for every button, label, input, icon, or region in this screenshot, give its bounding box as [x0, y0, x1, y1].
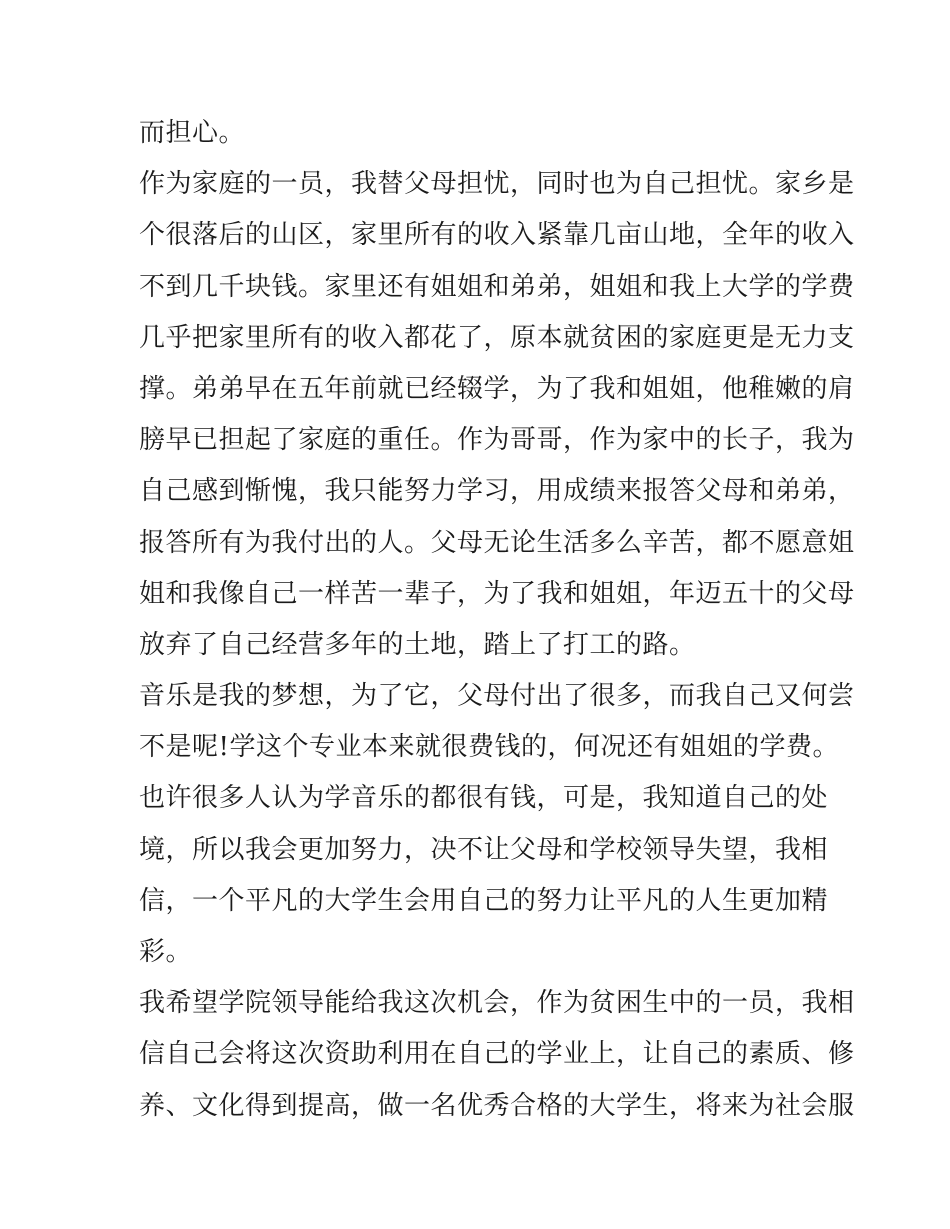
text-line: 撑。弟弟早在五年前就已经辍学，为了我和姐姐，他稚嫩的肩 [139, 373, 855, 404]
text-line: 作为家庭的一员，我替父母担忧，同时也为自己担忧。家乡是 [139, 169, 855, 200]
text-line: 膀早已担起了家庭的重任。作为哥哥，作为家中的长子，我为 [139, 425, 855, 456]
text-line: 而担心。 [139, 118, 246, 148]
text-line: 不到几千块钱。家里还有姐姐和弟弟，姐姐和我上大学的学费 [139, 271, 855, 302]
text-line: 音乐是我的梦想，为了它，父母付出了很多，而我自己又何尝 [139, 681, 855, 712]
text-line: 我希望学院领导能给我这次机会，作为贫困生中的一员，我相 [139, 988, 855, 1019]
text-line: 信自己会将这次资助利用在自己的学业上，让自己的素质、修 [139, 1039, 855, 1070]
text-line: 个很落后的山区，家里所有的收入紧靠几亩山地，全年的收入 [139, 220, 855, 251]
text-line: 姐和我像自己一样苦一辈子，为了我和姐姐，年迈五十的父母 [139, 578, 855, 609]
text-line: 也许很多人认为学音乐的都很有钱，可是，我知道自己的处 [139, 783, 829, 814]
text-line: 报答所有为我付出的人。父母无论生活多么辛苦，都不愿意姐 [139, 527, 855, 558]
text-line: 不是呢!学这个专业本来就很费钱的，何况还有姐姐的学费。 [139, 732, 839, 763]
text-line: 彩。 [139, 937, 193, 967]
body-text [139, 108, 855, 1132]
text-line: 自己感到惭愧，我只能努力学习，用成绩来报答父母和弟弟， [139, 476, 855, 507]
text-line: 几乎把家里所有的收入都花了，原本就贫困的家庭更是无力支 [139, 322, 855, 353]
text-line: 境，所以我会更加努力，决不让父母和学校领导失望，我相 [139, 834, 829, 865]
text-line: 放弃了自己经营多年的土地，踏上了打工的路。 [139, 629, 696, 660]
text-line: 养、文化得到提高，做一名优秀合格的大学生，将来为社会服 [139, 1090, 855, 1121]
text-line: 信，一个平凡的大学生会用自己的努力让平凡的人生更加精 [139, 885, 829, 916]
